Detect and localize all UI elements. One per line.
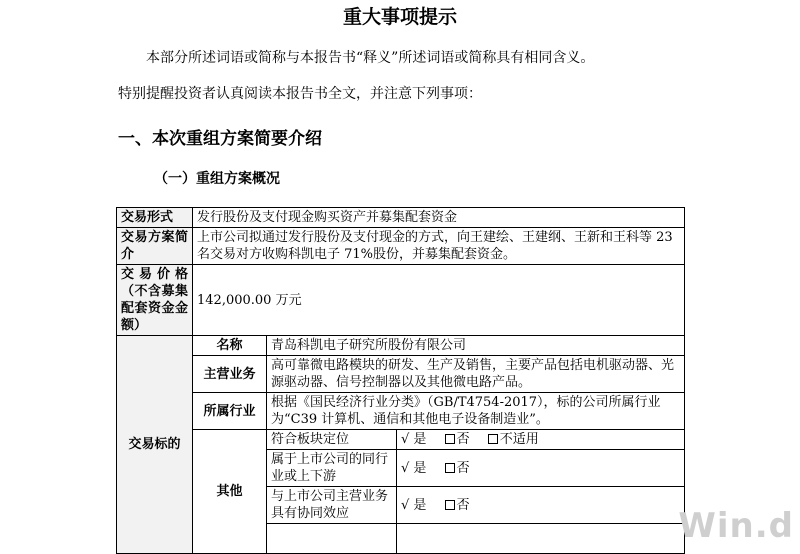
option-yes: √ 是	[401, 460, 427, 476]
table-row	[117, 208, 685, 228]
row-label-price: 交易价格（不含募集配套资金金额）	[117, 265, 193, 336]
watermark-logo: Win.d	[678, 506, 794, 546]
option-yes: √ 是	[401, 432, 427, 447]
other-item-options	[397, 487, 685, 524]
other-item-empty	[267, 524, 397, 554]
checkbox-icon	[445, 434, 455, 444]
option-no: 否	[445, 460, 470, 477]
row-label-summary: 交易方案简介	[117, 228, 193, 265]
subsection-heading: （一）重组方案概况	[154, 171, 280, 187]
target-label: 交易标的	[117, 336, 193, 554]
table-row	[117, 228, 685, 265]
business-value: 高可靠微电路模块的研发、生产及销售，主要产品包括电机驱动器、光源驱动器、信号控制器以及其他微电路产品。	[267, 356, 685, 393]
other-item-empty	[397, 524, 685, 554]
checkbox-icon	[488, 434, 498, 444]
table-row	[117, 336, 685, 356]
industry-label: 所属行业	[193, 393, 267, 430]
checkbox-icon	[445, 500, 455, 510]
other-item-options	[397, 430, 685, 450]
checkbox-icon	[445, 463, 455, 473]
intro-paragraph-2: 特别提醒投资者认真阅读本报告书全文，并注意下列事项：	[118, 86, 482, 102]
table-row	[117, 393, 685, 430]
table-row	[117, 265, 685, 336]
industry-value: 根据《国民经济行业分类》（GB/T4754-2017），标的公司所属行业为“C39 计算机、通信和其他电子设备制造业”。	[267, 393, 685, 430]
row-value-summary: 上市公司拟通过发行股份及支付现金的方式，向王建绘、王建纲、王新和王科等 23 名交易对方收购科凯电子 71%股份，并募集配套资金。	[193, 228, 685, 265]
page-title: 重大事项提示	[342, 6, 457, 28]
other-item-label: 符合板块定位	[267, 430, 397, 450]
other-label: 其他	[193, 430, 267, 554]
option-no: 否	[445, 497, 470, 514]
transaction-summary-table	[116, 207, 685, 554]
other-item-label: 与上市公司主营业务具有协同效应	[267, 487, 397, 524]
intro-paragraph-1: 本部分所述词语或简称与本报告书“释义”所述词语或简称具有相同含义。	[146, 50, 595, 66]
option-no: 否	[445, 431, 470, 448]
option-yes: √ 是	[401, 497, 427, 513]
other-item-label: 属于上市公司的同行业或上下游	[267, 450, 397, 487]
table-row	[117, 356, 685, 393]
section-heading: 一、本次重组方案简要介绍	[118, 129, 322, 149]
row-value-price: 142,000.00 万元	[193, 265, 685, 336]
row-label-type: 交易形式	[117, 208, 193, 228]
name-value: 青岛科凯电子研究所股份有限公司	[267, 336, 685, 356]
row-value-type: 发行股份及支付现金购买资产并募集配套资金	[193, 208, 685, 228]
business-label: 主营业务	[193, 356, 267, 393]
table-row	[117, 430, 685, 450]
other-item-options	[397, 450, 685, 487]
name-label: 名称	[193, 336, 267, 356]
option-na: 不适用	[488, 431, 539, 448]
